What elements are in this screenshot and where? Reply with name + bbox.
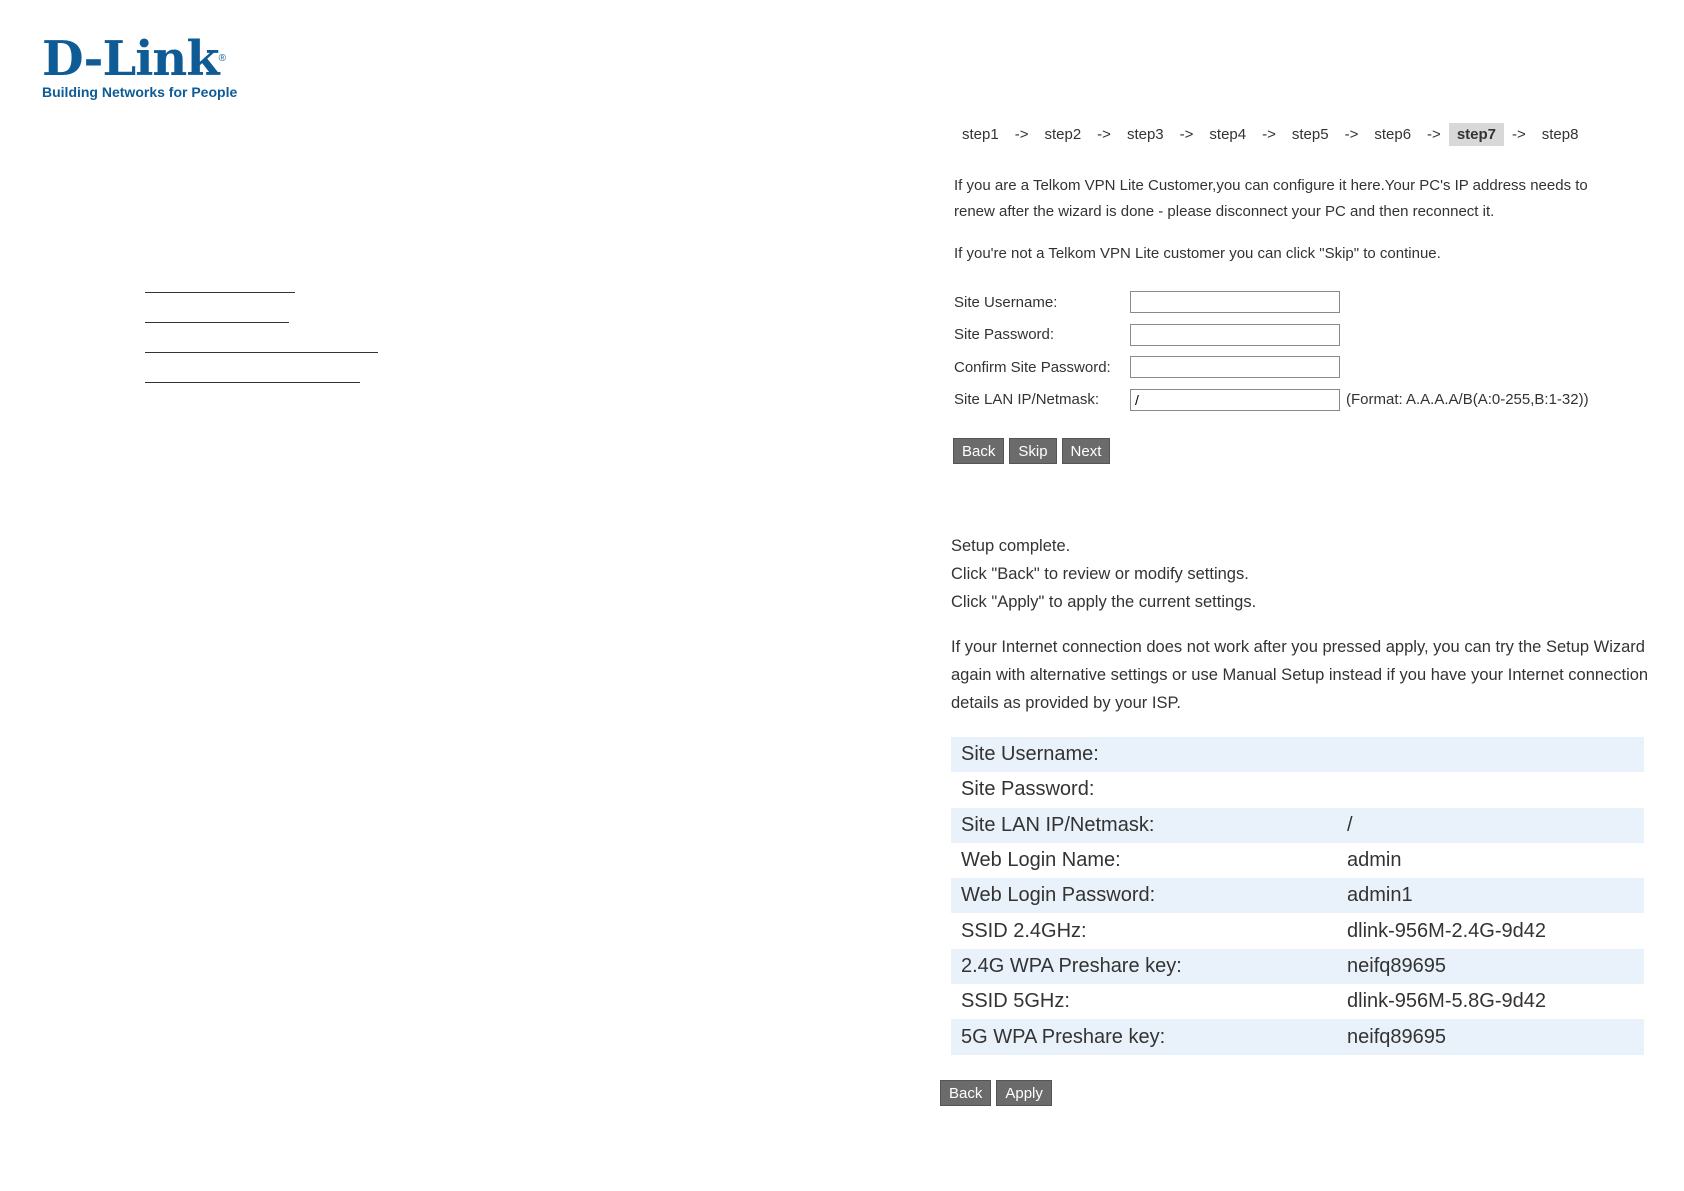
summary-value xyxy=(1337,772,1644,807)
summary-label: Web Login Name: xyxy=(961,849,1121,872)
vpn-skip-note: If you're not a Telkom VPN Lite customer you can click "Skip" to continue. xyxy=(954,245,1441,262)
summary-label: SSID 5GHz: xyxy=(961,990,1070,1013)
skip-button[interactable]: Skip xyxy=(1009,438,1056,464)
step-arrow: -> xyxy=(1344,126,1359,143)
table-row xyxy=(951,808,1644,843)
toc-underline xyxy=(145,292,295,293)
table-row xyxy=(951,984,1644,1019)
vpn-intro-line-2: renew after the wizard is done - please disconnect your PC and then reconnect it. xyxy=(954,203,1495,220)
vpn-intro xyxy=(954,173,1588,225)
site-username-label: Site Username: xyxy=(954,293,1058,311)
setup-complete-line: Setup complete. xyxy=(951,537,1071,555)
summary-value xyxy=(1337,737,1644,772)
summary-value: dlink-956M-5.8G-9d42 xyxy=(1347,990,1546,1013)
summary-value: admin xyxy=(1347,849,1402,872)
click-apply-line: Click "Apply" to apply the current settings. xyxy=(951,593,1257,611)
step-7-active: step7 xyxy=(1449,123,1504,146)
step-2: step2 xyxy=(1044,126,1082,143)
wizard-steps xyxy=(954,123,1586,146)
table-row xyxy=(951,737,1644,772)
table-row xyxy=(951,843,1644,878)
summary-value: / xyxy=(1347,813,1353,836)
step-3: step3 xyxy=(1126,126,1164,143)
table-row xyxy=(951,949,1644,984)
step-4: step4 xyxy=(1209,126,1247,143)
table-row xyxy=(951,1019,1644,1054)
setup-help-text xyxy=(951,633,1648,717)
step-arrow: -> xyxy=(1427,126,1441,143)
summary-back-button[interactable]: Back xyxy=(940,1080,991,1106)
summary-label: Site Username: xyxy=(961,743,1099,766)
toc-underline xyxy=(145,352,378,353)
summary-label: SSID 2.4GHz: xyxy=(961,919,1087,942)
summary-label: 5G WPA Preshare key: xyxy=(961,1025,1166,1048)
setup-complete-text xyxy=(951,532,1256,616)
step-6: step6 xyxy=(1374,126,1412,143)
step-arrow: -> xyxy=(1262,126,1276,143)
vpn-buttons xyxy=(953,438,1110,464)
table-row xyxy=(951,772,1644,807)
help-line-1: If your Internet connection does not work after you pressed apply, you can try the Setup Wizard xyxy=(951,638,1645,656)
summary-value: dlink-956M-2.4G-9d42 xyxy=(1347,919,1546,942)
table-row xyxy=(951,878,1644,913)
summary-value: neifq89695 xyxy=(1347,954,1446,977)
site-password-input[interactable] xyxy=(1130,324,1340,346)
step-5: step5 xyxy=(1291,126,1329,143)
summary-label: Site LAN IP/Netmask: xyxy=(961,813,1155,836)
form-row-confirm-site-password xyxy=(954,351,1589,384)
settings-summary-table xyxy=(951,737,1644,1055)
form-row-site-lan-ip xyxy=(954,384,1589,417)
click-back-line: Click "Back" to review or modify settings. xyxy=(951,565,1249,583)
help-line-2: again with alternative settings or use Manual Setup instead if you have your Internet connection xyxy=(951,666,1649,684)
summary-value: admin1 xyxy=(1347,884,1413,907)
step-1: step1 xyxy=(962,126,999,143)
logo-tagline: Building Networks for People xyxy=(42,84,238,100)
summary-buttons xyxy=(940,1080,1052,1106)
vpn-form xyxy=(954,286,1589,416)
step-arrow: -> xyxy=(1512,126,1526,143)
step-arrow: -> xyxy=(1179,126,1194,143)
step-arrow: -> xyxy=(1097,126,1111,143)
form-row-site-username xyxy=(954,286,1589,319)
site-lan-ip-label: Site LAN IP/Netmask: xyxy=(954,391,1100,409)
confirm-site-password-input[interactable] xyxy=(1130,356,1340,378)
back-button[interactable]: Back xyxy=(953,438,1004,464)
logo-wordmark: D-Link xyxy=(42,31,219,87)
logo-registered-mark: ® xyxy=(218,53,225,64)
table-row xyxy=(951,913,1644,948)
site-lan-ip-input[interactable] xyxy=(1130,389,1340,411)
vpn-intro-line-1: If you are a Telkom VPN Lite Customer,you can configure it here.Your PC's IP address needs to xyxy=(954,177,1588,194)
dlink-logo xyxy=(42,31,242,100)
apply-button[interactable]: Apply xyxy=(996,1080,1052,1106)
summary-label: Web Login Password: xyxy=(961,884,1156,907)
help-line-3: details as provided by your ISP. xyxy=(951,694,1181,712)
next-button[interactable]: Next xyxy=(1062,438,1111,464)
summary-value: neifq89695 xyxy=(1347,1025,1446,1048)
site-username-input[interactable] xyxy=(1130,291,1340,313)
step-8: step8 xyxy=(1541,126,1579,143)
toc-underline xyxy=(145,322,289,323)
site-password-label: Site Password: xyxy=(954,326,1055,344)
toc-underline xyxy=(145,382,360,383)
form-row-site-password xyxy=(954,319,1589,352)
confirm-site-password-label: Confirm Site Password: xyxy=(954,358,1111,376)
summary-label: Site Password: xyxy=(961,778,1095,801)
site-lan-ip-format-hint: (Format: A.A.A.A/B(A:0-255,B:1-32)) xyxy=(1346,391,1589,409)
summary-label: 2.4G WPA Preshare key: xyxy=(961,954,1182,977)
step-arrow: -> xyxy=(1014,126,1029,143)
